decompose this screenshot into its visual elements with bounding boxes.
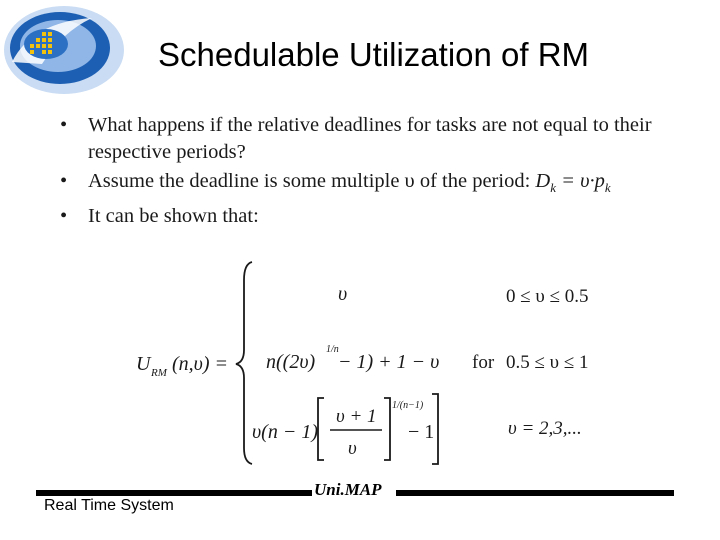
case1-expression: υ [338, 283, 348, 305]
slide-title: Schedulable Utilization of RM [158, 36, 590, 73]
formula-lhs-args: (n,υ) = [172, 353, 228, 375]
bullet-list [58, 112, 698, 232]
formula-brace [236, 262, 252, 464]
bullet-text: It can be shown that: [88, 205, 259, 228]
footer-divider-right [396, 490, 674, 496]
case2-condition-word: for [472, 352, 495, 373]
case3-prefix: υ(n − 1) [252, 421, 318, 443]
period-subscript: k [604, 180, 611, 196]
deadline-subscript: k [550, 180, 556, 196]
case3-denominator: υ [348, 438, 357, 459]
utilization-formula [120, 250, 620, 475]
footer-course-name: Real Time System [44, 497, 174, 514]
bullet-item [58, 112, 698, 166]
case3-exponent: 1/(n−1) [392, 400, 424, 411]
deadline-expression: = υ·p [561, 170, 605, 192]
case3-numerator: υ + 1 [336, 406, 377, 427]
case2-expression-a: n((2υ) [266, 351, 316, 373]
bullet-symbol: • [60, 205, 68, 228]
unimap-logo-icon [2, 2, 132, 102]
case3-left-bracket [318, 398, 324, 460]
bullet-text: Assume the deadline is some multiple υ of the period: [88, 170, 531, 192]
case3-condition: υ = 2,3,... [508, 418, 582, 439]
case2-expression-b: − 1) + 1 − υ [338, 351, 440, 373]
bullet-symbol: • [60, 170, 68, 192]
bullet-item [58, 203, 698, 230]
case2-condition: 0.5 ≤ υ ≤ 1 [506, 352, 589, 373]
case2-exponent: 1/n [326, 344, 339, 355]
formula-lhs-subscript: RM [151, 367, 167, 379]
bullet-item [58, 168, 698, 201]
footer-divider-left [36, 490, 312, 496]
case3-suffix: − 1 [408, 421, 435, 443]
footer-brand: Uni.MAP [314, 480, 382, 499]
deadline-symbol: D [535, 170, 551, 192]
bullet-text: What happens if the relative deadlines for tasks are not equal to their respective periods? [88, 114, 652, 163]
bullet-symbol: • [60, 114, 68, 136]
case3-right-bracket [384, 398, 390, 460]
case1-condition: 0 ≤ υ ≤ 0.5 [506, 286, 589, 307]
formula-lhs: U [136, 353, 151, 375]
